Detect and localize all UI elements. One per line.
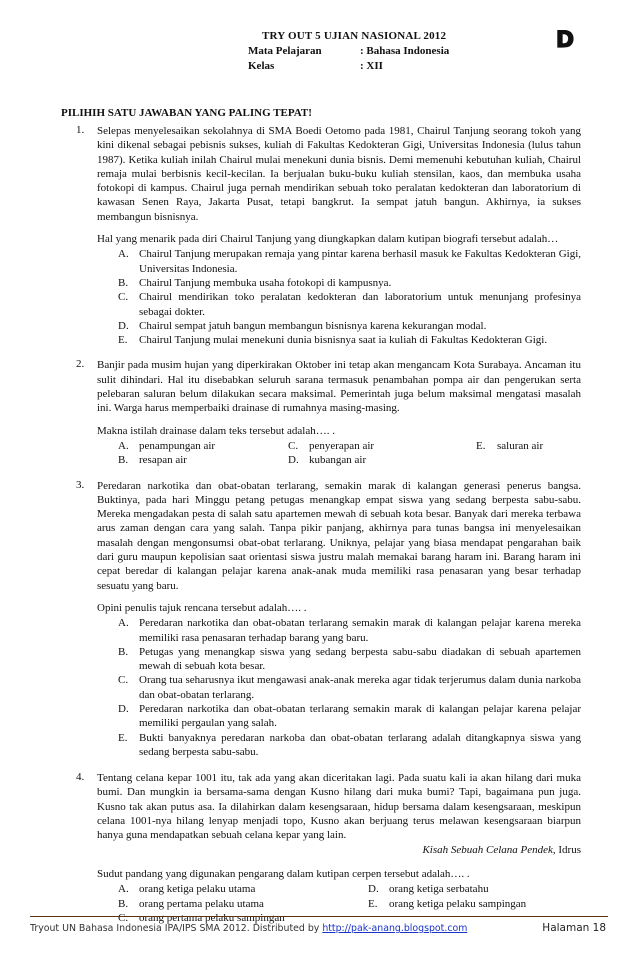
option-text: resapan air (139, 454, 187, 467)
footer-link[interactable]: http://pak-anang.blogspot.com (322, 923, 468, 934)
option-letter: E. (118, 731, 128, 744)
option-letter: A. (118, 248, 129, 261)
option-d[interactable] (118, 702, 581, 731)
question-number: 1. (76, 124, 85, 136)
option-text: Chairul sempat jatuh bangun membangun bisnisnya karena kekurangan modal. (139, 319, 487, 332)
option-d[interactable] (118, 319, 581, 333)
answer-options (118, 616, 581, 759)
question-prompt: Hal yang menarik pada diri Chairul Tanjung yang diungkapkan dalam kutipan biografi tersebut adalah… (97, 233, 559, 246)
question-prompt: Makna istilah drainase dalam teks tersebut adalah…. . (97, 424, 335, 437)
option-a[interactable] (118, 616, 581, 645)
question-passage: Peredaran narkotika dan obat-obatan terlarang, semakin marak di kalangan generasi penerus bangsa. Buktinya, pada hari Minggu petang petugas menangkap empat siswa yang sedang berpesta sabu-sabu. Mereka mengadakan pesta di salah satu apartemen mewah di sebuah kota besar. Banyak dari mereka terbawa arus zaman dengan cara yang salah. Tanpa pikir panjang, akhirnya para tunas bangsa ini menyelesaikan masalah dengan mengonsumsi obat-obat terlarang. Uniknya, pelajar yang biasa mendapat pengarahan baik dari guru maupun kepolisian saat orientasi siswa justru malah memakai barang haram ini. Barang haram ini cepat beredar di kalangan pelajar karena anak-anak muda memiliki rasa penasaran yang besar terhadap sesuatu yang baru. (97, 479, 581, 592)
option-text: Peredaran narkotika dan obat-obatan terlarang semakin marak di kalangan pelajar karena pelajar memiliki pergaulan yang salah. (139, 702, 581, 730)
option-text: Chairul Tanjung membuka usaha fotokopi di kampusnya. (139, 276, 392, 289)
option-a[interactable] (118, 439, 288, 453)
option-text: Chairul Tanjung mulai menekuni dunia bisnisnya saat ia kuliah di Fakultas Kedokteran Gigi. (139, 334, 548, 347)
packet-badge (551, 30, 579, 50)
option-letter: C. (118, 674, 129, 687)
option-text: Peredaran narkotika dan obat-obatan terlarang semakin marak di kalangan pelajar karena mereka memiliki rasa penasaran terhadap barang yang baru. (139, 617, 581, 644)
question-list (0, 124, 638, 925)
option-d[interactable] (368, 882, 598, 896)
attribution-title: Kisah Sebuah Celana Pendek, (422, 843, 556, 856)
option-b[interactable] (118, 897, 368, 911)
option-text: Chairul mendirikan toko peralatan kedokteran dan laboratorium untuk menunjang profesinya sebagai dokter. (139, 291, 581, 318)
option-text: orang ketiga pelaku sampingan (389, 897, 527, 910)
option-text: Orang tua seharusnya ikut mengawasi anak-anak mereka agar tidak terjerumus dalam dunia narkoba dan obat-obatan terlarang. (139, 674, 581, 701)
answer-options (118, 247, 581, 347)
option-letter: C. (118, 911, 129, 924)
question-number: 3. (76, 478, 85, 491)
question-3 (76, 478, 581, 760)
option-text: orang ketiga pelaku utama (139, 883, 256, 896)
class-label: Kelas (248, 60, 275, 72)
option-letter: A. (118, 883, 129, 896)
question-4 (76, 771, 581, 925)
option-text: orang ketiga serbatahu (389, 883, 489, 896)
instruction-heading: PILIHIH SATU JAWABAN YANG PALING TEPAT! (61, 107, 312, 119)
option-text: kubangan air (309, 454, 367, 467)
option-text: orang pertama pelaku sampingan (139, 911, 285, 924)
option-c[interactable] (118, 290, 581, 319)
subject-label: Mata Pelajaran (248, 45, 322, 57)
footer-credit (30, 923, 467, 934)
page-header (0, 30, 638, 100)
question-number: 2. (76, 358, 85, 371)
option-letter: C. (288, 439, 299, 452)
option-letter: D. (368, 883, 379, 896)
option-letter: E. (118, 334, 128, 347)
option-e[interactable] (118, 731, 581, 760)
option-d[interactable] (288, 453, 476, 467)
footer-text: Tryout UN Bahasa Indonesia IPA/IPS SMA 2012. Distributed by (30, 923, 320, 934)
question-number: 4. (76, 771, 85, 784)
option-letter: C. (118, 291, 129, 304)
option-text: saluran air (497, 439, 544, 452)
option-letter: D. (118, 319, 129, 332)
option-letter: B. (118, 276, 129, 289)
option-b[interactable] (118, 453, 288, 467)
option-text: Bukti banyaknya peredaran narkoba dan obat-obatan terlarang adalah ditangkapnya siswa yang sedang berpesta sabu-sabu. (139, 731, 581, 758)
passage-attribution (97, 843, 581, 857)
option-text: Chairul Tanjung merupakan remaja yang pintar karena berhasil masuk ke Fakultas Kedokteran Gigi, Universitas Indonesia. (139, 248, 581, 275)
option-letter: A. (118, 617, 129, 630)
answer-options (118, 439, 581, 468)
question-passage: Tentang celana kepar 1001 itu, tak ada yang akan diceritakan lagi. Pada suatu kali ia akan hilang dari muka bumi. Dan mungkin ia bersama-sama dengan Kusno hilang dari muka bumi? Tapi, bagaimana pun juga. Kusno tak akan putus asa. Ia dilahirkan dalam kesengsaraan, hidup bersama dalam kesengsaraan, meskipun celana 1001-nya hilang lenyap menjadi topo, Kusno akan berjuang terus melawan kesengsaraan biarpun hanya guna mendapatkan sebuah celana kepar yang lain. (97, 772, 581, 842)
option-c[interactable] (118, 673, 581, 702)
option-a[interactable] (118, 882, 368, 896)
question-prompt: Sudut pandang yang digunakan pengarang dalam kutipan cerpen tersebut adalah…. . (97, 867, 470, 880)
class-row (248, 60, 383, 72)
option-letter: E. (476, 439, 486, 452)
option-text: penyerapan air (309, 439, 375, 452)
answer-options (118, 882, 581, 925)
subject-value: : Bahasa Indonesia (360, 45, 450, 57)
option-letter: D. (288, 454, 299, 467)
question-prompt: Opini penulis tajuk rencana tersebut adalah…. . (97, 601, 307, 614)
option-a[interactable] (118, 247, 581, 276)
option-e[interactable] (476, 439, 596, 453)
question-2 (76, 358, 581, 467)
question-passage: Selepas menyelesaikan sekolahnya di SMA Boedi Oetomo pada 1981, Chairul Tanjung seorang tokoh yang kini dikenal sebagai pebisnis sukses, kuliah di Fakultas Kedokteran Gigi, Universitas Indonesia (lulus tahun 1987). Ketika kuliah inilah Chairul mulai menekuni dunia bisnis. Demi memenuhi kebutuhan kuliah, Chairul remaja mulai berbisnis kecil-kecilan. Ia berjualan buku-buku kuliah stensilan, kaos, dan membuka usaha fotokopi di kampus. Chairul juga pernah mendirikan sebuah toko peralatan kedokteran dan laboratorium di kawasan Senen Raya, Jakarta Pusat, tetapi bangkrut. Ia sempat jatuh bangun. Akhirnya, ia sukses membangun bisnisnya. (97, 125, 581, 223)
option-text: penampungan air (139, 439, 216, 452)
option-letter: B. (118, 454, 129, 467)
option-letter: E. (368, 897, 378, 910)
option-letter: D. (118, 702, 129, 715)
option-letter: A. (118, 439, 129, 452)
packet-badge-letter: D (555, 30, 575, 50)
option-e[interactable] (368, 897, 598, 911)
option-letter: B. (118, 897, 129, 910)
attribution-author: Idrus (558, 843, 581, 856)
class-value: : XII (360, 60, 383, 72)
option-b[interactable] (118, 276, 581, 290)
option-e[interactable] (118, 333, 581, 347)
question-1 (76, 124, 581, 347)
option-text: orang pertama pelaku utama (139, 897, 264, 910)
question-passage: Banjir pada musim hujan yang diperkirakan Oktober ini tetap akan mengancam Kota Surabaya. Ancaman itu sulit dihindari. Hal itu disebabkan seluruh sarana termasuk penambahan pompa air dan pengerukan serta pelebaran saluran belum dilakukan secara maksimal. Pemerintah juga belum maksimal mengatasi masalah ini. Warga harus memperbaiki drainase di rumahnya masing-masing. (97, 359, 581, 415)
option-c[interactable] (288, 439, 476, 453)
option-letter: B. (118, 645, 129, 658)
option-b[interactable] (118, 645, 581, 674)
exam-title: TRY OUT 5 UJIAN NASIONAL 2012 (262, 30, 447, 42)
option-text: Petugas yang menangkap siswa yang sedang berpesta sabu-sabu diadakan di sebuah apartemen mewah di sebuah kota besar. (139, 645, 581, 673)
page-number: Halaman 18 (542, 922, 606, 934)
subject-row (248, 45, 449, 57)
